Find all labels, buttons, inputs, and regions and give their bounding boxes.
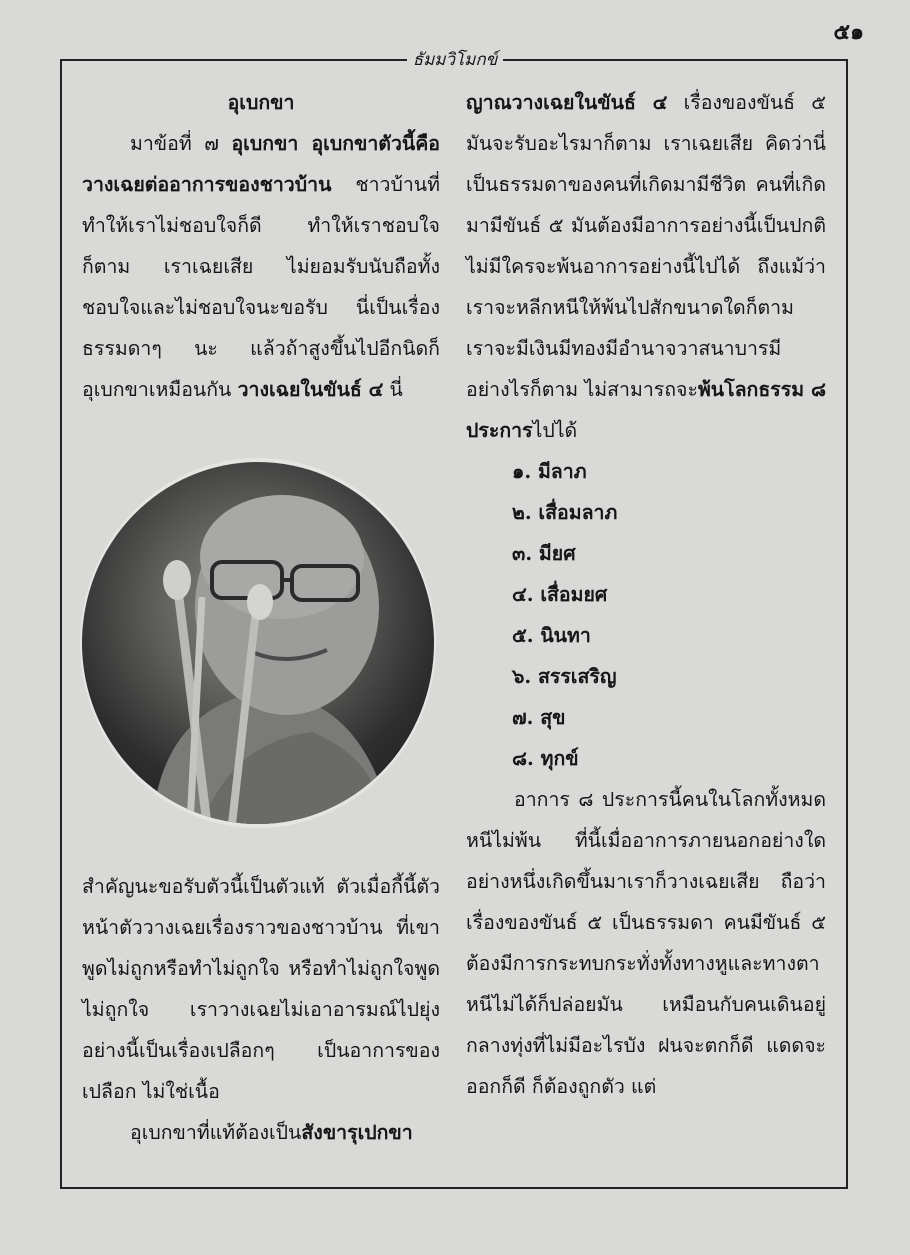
bold-run: อุเบกขา อุเบกขาตัวนี้คือวางเฉยต่ออาการของชาวบ้าน [82, 132, 440, 196]
list-item: ๘. ทุกข์ [512, 747, 579, 770]
right-column [466, 82, 826, 1107]
list-item: ๔. เสื่อมยศ [512, 583, 608, 606]
bold-run: วางเฉยในขันธ์ ๔ [237, 378, 384, 401]
left-column-bottom [82, 866, 440, 1153]
left-paragraph-2: สำคัญนะขอรับตัวนี้เป็นตัวแท้ ตัวเมื่อกี้นี้ตัวหน้าตัววางเฉยเรื่องราวของชาวบ้าน ที่เขาพูดไม่ถูกหรือทำไม่ถูกใจ หรือทำไม่ถูกใจพูดไม่ถูกใจ เราวางเฉยไม่เอาอารมณ์ไปยุ่ง อย่างนี้เป็นเรื่องเปลือกๆ เป็นอาการของเปลือก ไม่ใช่เนื้อ [82, 875, 440, 1103]
list-item: ๕. นินทา [512, 624, 591, 647]
monk-portrait-illustration [82, 462, 434, 824]
text-run: ไปได้ [532, 419, 578, 442]
text-run: นี่ [383, 378, 403, 401]
running-head-title: ธัมมวิโมกข์ [407, 50, 504, 70]
photo-oval [82, 462, 434, 824]
left-paragraph-1 [82, 123, 440, 410]
list-item: ๒. เสื่อมลาภ [512, 501, 618, 524]
text-run: อุเบกขาที่แท้ต้องเป็น [130, 1121, 302, 1144]
running-head [0, 46, 910, 73]
monk-photo [80, 458, 436, 828]
list-item: ๗. สุข [512, 706, 566, 729]
text-run: เรื่องของขันธ์ ๕ มันจะรับอะไรมาก็ตาม เราเฉยเสีย คิดว่านี่เป็นธรรมดาของคนที่เกิดมามีชีวิต คนที่เกิดมามีขันธ์ ๕ มันต้องมีอาการอย่างนี้เป็นปกติ ไม่มีใครจะพ้นอาการอย่างนี้ไปได้ ถึงแม้ว่าเราจะหลีกหนีให้พ้นไปสักขนาดใดก็ตาม เราจะมีเงินมีทองมีอำนาจวาสนาบารมีอย่างไรก็ตาม ไม่สามารถจะ [466, 91, 826, 401]
right-paragraph-2: อาการ ๘ ประการนี้คนในโลกทั้งหมดหนีไม่พ้น ที่นี้เมื่ออาการภายนอกอย่างใดอย่างหนึ่งเกิดขึ้นมาเราก็วางเฉยเสีย ถือว่าเรื่องของขันธ์ ๕ เป็นธรรมดา คนมีขันธ์ ๕ ต้องมีการกระทบกระทั่งทั้งทางหูและทางตา หนีไม่ได้ก็ปล่อยมัน เหมือนกับคนเดินอยู่กลางทุ่งที่ไม่มีอะไรบัง ฝนจะตกก็ดี แดดจะออกก็ดี ก็ต้องถูกตัว แต่ [466, 788, 826, 1098]
list-item: ๓. มียศ [512, 542, 576, 565]
list-item: ๖. สรรเสริญ [512, 665, 617, 688]
bold-run: ญาณวางเฉยในขันธ์ ๔ [466, 91, 668, 114]
section-heading: อุเบกขา [227, 91, 295, 114]
worldly-conditions-list [466, 451, 826, 779]
left-paragraph-3 [82, 1112, 440, 1153]
left-column-top [82, 82, 440, 410]
text-run: ชาวบ้านที่ทำให้เราไม่ชอบใจก็ดี ทำให้เราชอบใจก็ตาม เราเฉยเสีย ไม่ยอมรับนับถือทั้งชอบใจและไม่ชอบใจนะขอรับ นี่เป็นเรื่องธรรมดาๆ นะ แล้วถ้าสูงขึ้นไปอีกนิดก็อุเบกขาเหมือนกัน [82, 173, 440, 401]
page-number: ๕๑ [833, 19, 864, 45]
bold-run: สังขารุเปกขา [301, 1121, 413, 1144]
right-paragraph-1 [466, 82, 826, 451]
list-item: ๑. มีลาภ [512, 460, 587, 483]
text-run: มาข้อที่ ๗ [130, 132, 232, 155]
bold-run: พ้นโลกธรรม ๘ ประการ [466, 378, 826, 442]
